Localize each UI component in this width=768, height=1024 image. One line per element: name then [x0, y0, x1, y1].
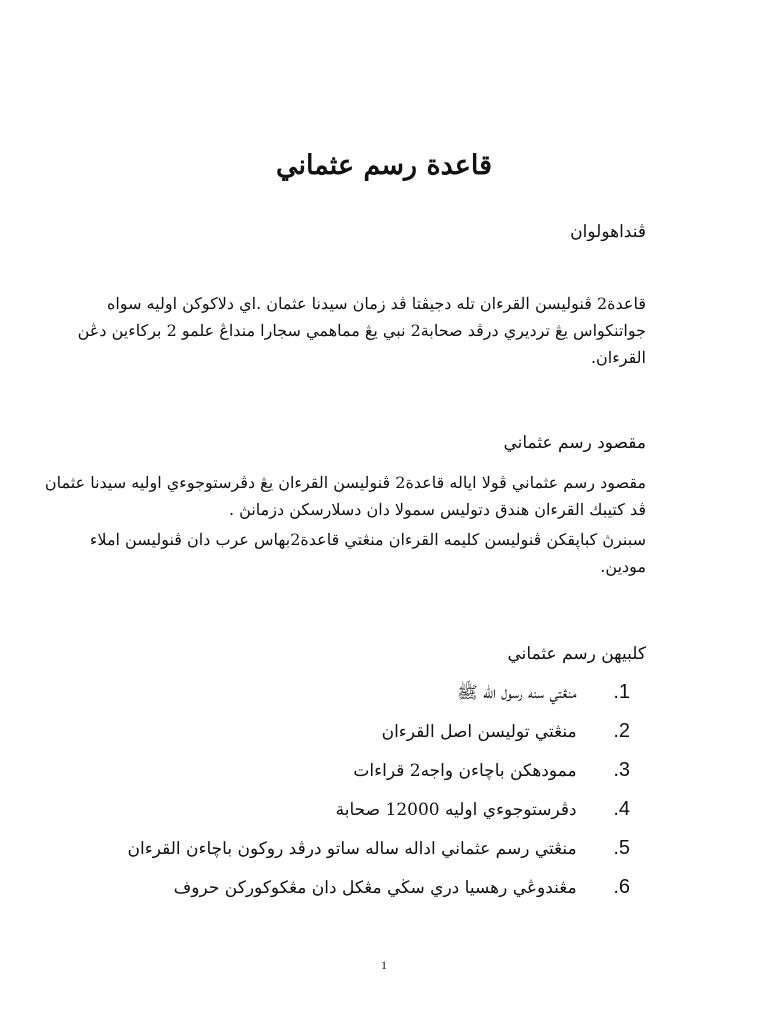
- section-heading-introduction: ڤنداهولوان: [570, 222, 646, 242]
- paragraph-line: قاعدة2 ڤنوليسن القرءان تله دجيڤتا ڤد زمان سيدنا عثمان .اي دلاكوكن اوليه سواه: [106, 294, 646, 313]
- advantages-list: [70, 673, 630, 907]
- list-item: [70, 829, 630, 868]
- list-item-text: دڤرستوجوءي اوليه 12000 صحابة: [335, 800, 577, 820]
- paragraph-line: جواتنكواس يڠ ترديري درڤد صحابة2 نبي يڠ مماهمي سجارا منداڠ علمو 2 بركاءين دڠن: [77, 321, 646, 340]
- meaning-paragraph: [44, 469, 646, 580]
- list-item: [70, 751, 630, 790]
- list-item: [70, 712, 630, 751]
- section-heading-advantages: كلبيهن رسم عثماني: [507, 644, 646, 664]
- list-item: [70, 673, 630, 712]
- list-item-number: 5.: [613, 837, 630, 859]
- list-item-number: 4.: [613, 798, 630, 820]
- list-item-text: منڠتي رسم عثماني اداله ساله ساتو درڤد روكون باچاءن القرءان: [127, 839, 577, 859]
- paragraph-line: ڤد كتيبك القرءان هندق دتوليس سمولا دان دسلارسكن دزمانڽ .: [229, 500, 646, 519]
- list-item-number: 1.: [613, 681, 630, 703]
- list-item-number: 2.: [613, 720, 630, 742]
- introduction-paragraph: [77, 290, 646, 371]
- list-item: [70, 868, 630, 907]
- list-item-text: مڠندوڠي رهسيا دري سڬي مڠكل دان مڠكوكوركن حروف: [173, 878, 577, 898]
- list-item-text: منڠتي سنه رسول الله ﷺ: [457, 683, 577, 703]
- list-item-text: منڠتي توليسن اصل القرءان: [381, 722, 577, 742]
- list-item-number: 3.: [613, 759, 630, 781]
- list-item-text: ممودهكن باچاءن واجه2 قراءات: [353, 761, 577, 781]
- paragraph-line: مقصود رسم عثماني ڤولا ايالە قاعدة2 ڤنوليسن القرءان يڠ دڤرستوجوءي اوليه سيدنا عثمان: [44, 473, 646, 492]
- list-item-number: 6.: [613, 876, 630, 898]
- list-item: [70, 790, 630, 829]
- page-number: 1: [381, 958, 387, 972]
- document-title: قاعدة رسم عثماني: [275, 150, 493, 181]
- paragraph-line: مودين.: [600, 557, 646, 576]
- paragraph-line: سبنرڽ كباڽقكن ڤنوليسن كليمه القرءان منڠتي قاعدة2بهاس عرب دان ڤنوليسن املاء: [89, 530, 646, 549]
- section-heading-meaning: مقصود رسم عثماني: [503, 433, 646, 453]
- paragraph-line: القرءان.: [590, 348, 646, 367]
